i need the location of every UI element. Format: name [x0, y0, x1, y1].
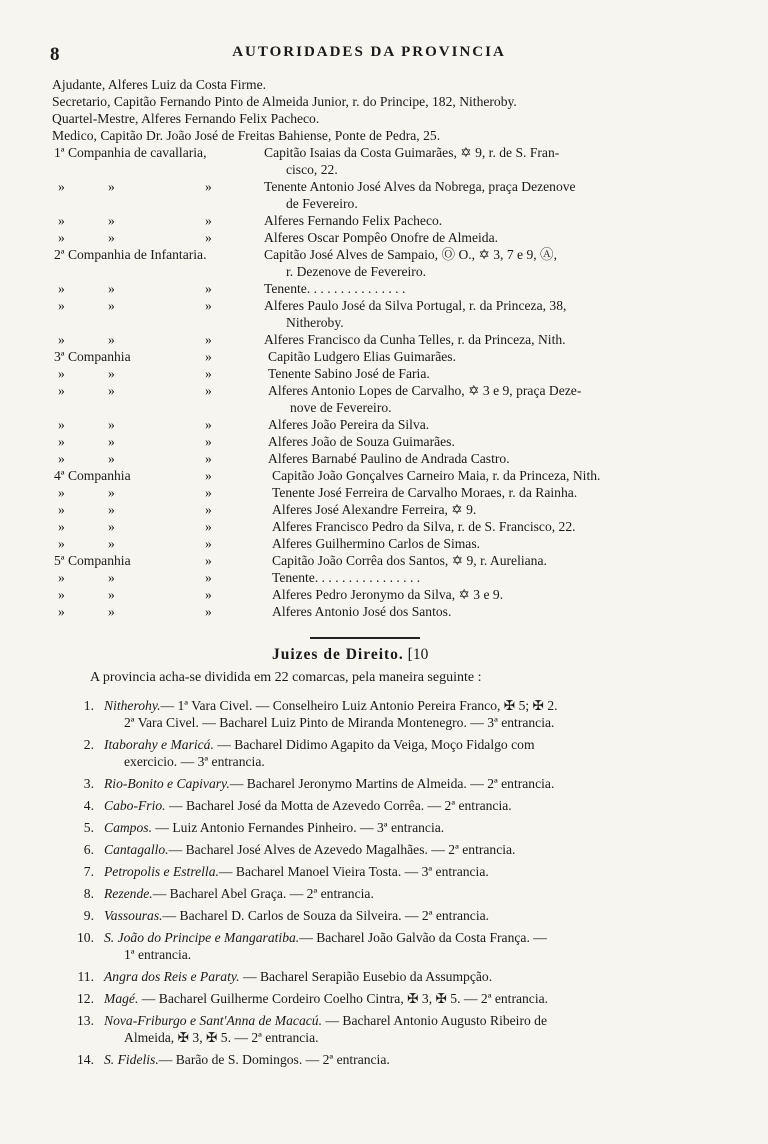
ditto-mark: » [205, 383, 212, 398]
ditto-mark: » [108, 366, 115, 381]
entry-text-continued: 2ª Vara Civel. — Bacharel Luiz Pinto de Miranda Montenegro. — 3ª entrancia. [124, 715, 555, 730]
comarca-name: Rezende. [104, 886, 153, 901]
entry-text-continued: 1ª entrancia. [124, 947, 192, 962]
company-row [0, 416, 768, 433]
company-row [0, 586, 768, 603]
company-row [0, 246, 768, 263]
officer-entry: Tenente Antonio José Alves da Nobrega, praça Dezenove [264, 179, 576, 194]
running-header [50, 44, 688, 64]
ditto-mark: » [205, 434, 212, 449]
judge-name: — Luiz Antonio Fernandes Pinheiro. — 3ª entrancia. [151, 820, 445, 835]
ditto-mark: » [205, 366, 212, 381]
judge-name: — Bacharel D. Carlos de Souza da Silveira. — 2ª entrancia. [162, 908, 490, 923]
staff-line: Ajudante, Alferes Luiz da Costa Firme. [52, 77, 267, 92]
comarca-name: Magé. [104, 991, 139, 1006]
entry-text [104, 990, 694, 1007]
company-row [0, 331, 768, 348]
ditto-mark: » [58, 536, 65, 551]
entry-number: 13. [77, 1013, 94, 1028]
company-row [0, 212, 768, 229]
section-title: Juizes de Direito. [272, 646, 404, 663]
ditto-mark: » [108, 536, 115, 551]
company-row [0, 535, 768, 552]
ditto-mark: » [205, 519, 212, 534]
staff-line: Medico, Capitão Dr. João José de Freitas Bahiense, Ponte de Pedra, 25. [52, 128, 441, 143]
ditto-mark: » [205, 587, 212, 602]
ditto-mark: » [108, 213, 115, 228]
company-row [0, 467, 768, 484]
judge-name: — Bacharel Serapião Eusebio da Assumpção. [239, 969, 493, 984]
ditto-mark: » [58, 587, 65, 602]
ditto-mark: » [108, 587, 115, 602]
ditto-mark: » [108, 230, 115, 245]
ditto-mark: » [58, 519, 65, 534]
company-row [0, 348, 768, 365]
entry-text [104, 1051, 694, 1068]
entry-number: 1. [83, 698, 94, 713]
ditto-mark: » [108, 298, 115, 313]
ditto-mark: » [205, 485, 212, 500]
section-divider [310, 637, 420, 639]
company-name: 5ª Companhia [54, 553, 131, 568]
ditto-mark: » [108, 485, 115, 500]
entry-text [104, 929, 694, 946]
company-name: 2ª Companhia de Infantaria. [54, 247, 207, 262]
ditto-mark: » [205, 468, 212, 483]
officer-entry: Alferes Francisco Pedro da Silva, r. de S. Francisco, 22. [272, 519, 576, 534]
company-row [0, 382, 768, 399]
entry-text [104, 1012, 694, 1029]
officer-entry-continued: cisco, 22. [286, 162, 338, 177]
ditto-mark: » [58, 604, 65, 619]
officer-entry-continued: nove de Fevereiro. [290, 400, 392, 415]
officer-entry: Alferes Francisco da Cunha Telles, r. da Princeza, Nith. [264, 332, 566, 347]
officer-entry: Capitão Ludgero Elias Guimarães. [268, 349, 456, 364]
officer-entry: Alferes Antonio José dos Santos. [272, 604, 452, 619]
comarca-name: Nova-Friburgo e Sant'Anna de Macacú. [104, 1013, 322, 1028]
page-title: AUTORIDADES DA PROVINCIA [232, 44, 506, 60]
ditto-mark: » [205, 349, 212, 364]
comarca-name: S. Fidelis. [104, 1052, 159, 1067]
officer-entry: Tenente José Ferreira de Carvalho Moraes, r. da Rainha. [272, 485, 578, 500]
staff-line: Quartel-Mestre, Alferes Fernando Felix Pacheco. [52, 111, 320, 126]
ditto-mark: » [58, 417, 65, 432]
section-intro: A provincia acha-se dividida em 22 comarcas, pela maneira seguinte : [90, 670, 482, 685]
section-ref: [10 [407, 646, 429, 663]
judge-name: — Bacharel Abel Graça. — 2ª entrancia. [152, 886, 374, 901]
officer-entry: Capitão José Alves de Sampaio, Ⓞ O., ✡ 3, 7 e 9, Ⓐ, [264, 247, 558, 262]
comarca-name: Nitherohy. [104, 698, 161, 713]
entry-text [104, 885, 694, 902]
comarca-name: Petropolis e Estrella. [104, 864, 219, 879]
company-row [0, 144, 768, 161]
company-row [0, 365, 768, 382]
comarca-name: Rio-Bonito e Capivary. [104, 776, 230, 791]
officer-entry: Alferes Guilhermino Carlos de Simas. [272, 536, 481, 551]
company-row [0, 280, 768, 297]
entry-text-continued: exercicio. — 3ª entrancia. [124, 754, 265, 769]
ditto-mark: » [58, 383, 65, 398]
officer-entry: Alferes Pedro Jeronymo da Silva, ✡ 3 e 9. [272, 587, 504, 602]
officer-entry: Alferes Fernando Felix Pacheco. [264, 213, 443, 228]
company-name: 4ª Companhia [54, 468, 131, 483]
comarca-name: Vassouras. [104, 908, 163, 923]
company-row [0, 433, 768, 450]
entry-number: 7. [83, 864, 94, 879]
company-row [0, 518, 768, 535]
officer-entry-continued: r. Dezenove de Fevereiro. [286, 264, 427, 279]
company-row [0, 484, 768, 501]
comarca-name: S. João do Principe e Mangaratiba. [104, 930, 300, 945]
company-row [0, 229, 768, 246]
ditto-mark: » [58, 298, 65, 313]
entry-number: 6. [83, 842, 94, 857]
officer-entry: Capitão João Gonçalves Carneiro Maia, r. da Princeza, Nith. [272, 468, 601, 483]
ditto-mark: » [205, 281, 212, 296]
ditto-mark: » [205, 536, 212, 551]
judge-name: — 1ª Vara Civel. — Conselheiro Luiz Antonio Pereira Franco, ✠ 5; ✠ 2. [160, 698, 558, 713]
company-row [0, 501, 768, 518]
officer-entry: Alferes José Alexandre Ferreira, ✡ 9. [272, 502, 477, 517]
officer-entry: Tenente Sabino José de Faria. [268, 366, 430, 381]
ditto-mark: » [108, 519, 115, 534]
judge-name: — Bacharel João Galvão da Costa França. — [299, 930, 547, 945]
entry-text [104, 697, 694, 714]
ditto-mark: » [205, 604, 212, 619]
comarca-name: Angra dos Reis e Paraty. [104, 969, 240, 984]
entry-number: 12. [77, 991, 94, 1006]
entry-number: 11. [77, 969, 94, 984]
ditto-mark: » [58, 230, 65, 245]
entry-number: 4. [83, 798, 94, 813]
officer-entry-continued: de Fevereiro. [286, 196, 358, 211]
entry-number: 9. [83, 908, 94, 923]
section-heading [272, 646, 428, 664]
ditto-mark: » [108, 604, 115, 619]
ditto-mark: » [58, 213, 65, 228]
company-name: 3ª Companhia [54, 349, 131, 364]
comarca-name: Cantagallo. [104, 842, 169, 857]
comarca-name: Campos. [104, 820, 152, 835]
ditto-mark: » [58, 451, 65, 466]
company-name: 1ª Companhia de cavallaria, [54, 145, 207, 160]
entry-text [104, 907, 694, 924]
entry-number: 2. [83, 737, 94, 752]
company-row [0, 450, 768, 467]
officer-entry: Alferes Paulo José da Silva Portugal, r. da Princeza, 38, [264, 298, 567, 313]
officer-entry: Alferes Antonio Lopes de Carvalho, ✡ 3 e 9, praça Deze- [268, 383, 582, 398]
ditto-mark: » [108, 281, 115, 296]
entry-text-continued: Almeida, ✠ 3, ✠ 5. — 2ª entrancia. [124, 1030, 319, 1045]
officer-entry: Capitão João Corrêa dos Santos, ✡ 9, r. Aureliana. [272, 553, 547, 568]
ditto-mark: » [205, 298, 212, 313]
ditto-mark: » [58, 281, 65, 296]
ditto-mark: » [205, 553, 212, 568]
ditto-mark: » [205, 179, 212, 194]
entry-text [104, 819, 694, 836]
ditto-mark: » [108, 332, 115, 347]
comarca-name: Itaborahy e Maricá. [104, 737, 214, 752]
ditto-mark: » [108, 451, 115, 466]
page-number: 8 [50, 44, 60, 65]
entry-text [104, 736, 694, 753]
ditto-mark: » [205, 332, 212, 347]
company-row [0, 569, 768, 586]
ditto-mark: » [108, 570, 115, 585]
entry-text [104, 863, 694, 880]
company-row [0, 552, 768, 569]
entry-number: 8. [83, 886, 94, 901]
ditto-mark: » [58, 485, 65, 500]
company-row [0, 603, 768, 620]
officer-entry: Tenente. . . . . . . . . . . . . . . . [272, 570, 421, 585]
officer-entry: Alferes João de Souza Guimarães. [268, 434, 455, 449]
officer-entry-continued: Nitheroby. [286, 315, 344, 330]
ditto-mark: » [58, 434, 65, 449]
comarca-name: Cabo-Frio. [104, 798, 166, 813]
officer-entry: Tenente. . . . . . . . . . . . . . . [264, 281, 406, 296]
ditto-mark: » [205, 570, 212, 585]
ditto-mark: » [205, 502, 212, 517]
ditto-mark: » [205, 451, 212, 466]
entry-number: 14. [77, 1052, 94, 1067]
officer-entry: Capitão Isaias da Costa Guimarães, ✡ 9, r. de S. Fran- [264, 145, 560, 160]
ditto-mark: » [58, 366, 65, 381]
officer-entry: Alferes Oscar Pompêo Onofre de Almeida. [264, 230, 499, 245]
officer-entry: Alferes João Pereira da Silva. [268, 417, 430, 432]
judge-name: — Bacharel Jeronymo Martins de Almeida. — 2ª entrancia. [229, 776, 555, 791]
ditto-mark: » [205, 213, 212, 228]
officer-entry: Alferes Barnabé Paulino de Andrada Castro. [268, 451, 510, 466]
judge-name: — Bacharel José Alves de Azevedo Magalhães. — 2ª entrancia. [168, 842, 516, 857]
judge-name: — Bacharel José da Motta de Azevedo Corrêa. — 2ª entrancia. [165, 798, 512, 813]
judge-name: — Barão de S. Domingos. — 2ª entrancia. [158, 1052, 390, 1067]
entry-number: 5. [83, 820, 94, 835]
ditto-mark: » [58, 570, 65, 585]
ditto-mark: » [108, 434, 115, 449]
ditto-mark: » [58, 332, 65, 347]
company-row [0, 297, 768, 314]
judge-name: — Bacharel Guilherme Cordeiro Coelho Cintra, ✠ 3, ✠ 5. — 2ª entrancia. [138, 991, 549, 1006]
entry-number: 10. [77, 930, 94, 945]
staff-line: Secretario, Capitão Fernando Pinto de Almeida Junior, r. do Principe, 182, Nitheroby. [52, 94, 517, 109]
company-row [0, 178, 768, 195]
judge-name: — Bacharel Manoel Vieira Tosta. — 3ª entrancia. [218, 864, 489, 879]
entry-text [104, 775, 694, 792]
ditto-mark: » [108, 417, 115, 432]
ditto-mark: » [58, 179, 65, 194]
ditto-mark: » [205, 417, 212, 432]
ditto-mark: » [58, 502, 65, 517]
entry-text [104, 797, 694, 814]
ditto-mark: » [108, 502, 115, 517]
entry-text [104, 841, 694, 858]
entry-text [104, 968, 694, 985]
entry-number: 3. [83, 776, 94, 791]
ditto-mark: » [205, 230, 212, 245]
judge-name: — Bacharel Didimo Agapito da Veiga, Moço Fidalgo com [213, 737, 535, 752]
ditto-mark: » [108, 179, 115, 194]
ditto-mark: » [108, 383, 115, 398]
judge-name: — Bacharel Antonio Augusto Ribeiro de [321, 1013, 548, 1028]
